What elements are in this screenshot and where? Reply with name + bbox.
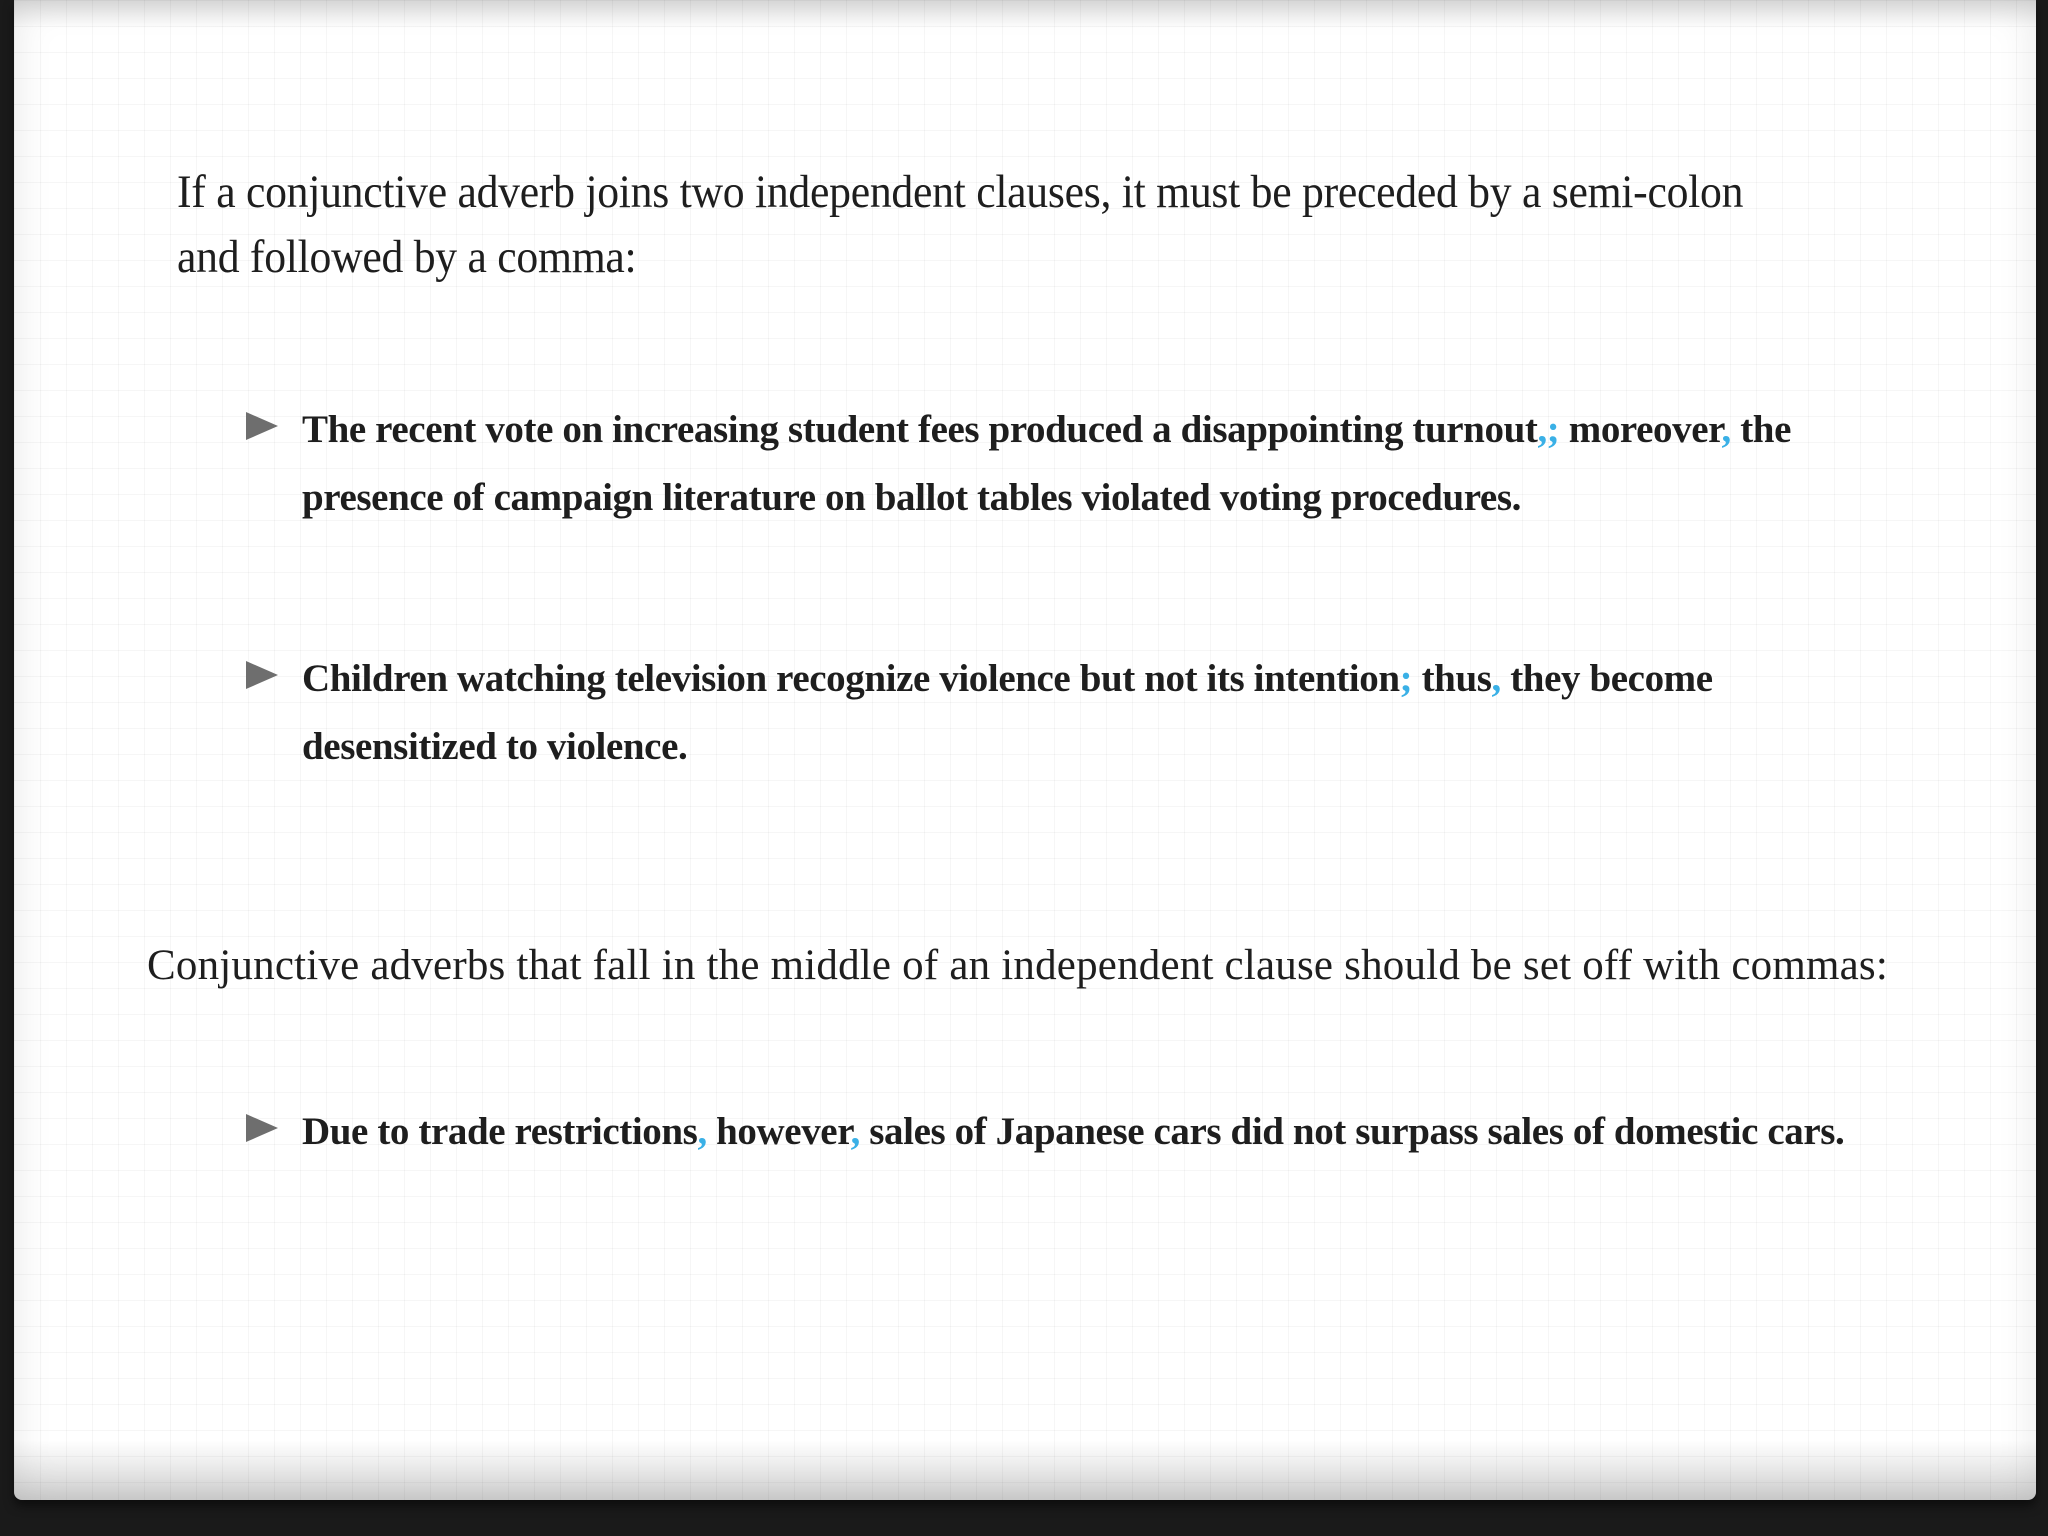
second-paragraph: Conjunctive adverbs that fall in the middle of an independent clause should be set off with commas: <box>147 942 1888 989</box>
bullet-1-correction-mark-1: ,; <box>1537 408 1560 451</box>
bullet-2-correction-mark-1: ; <box>1399 657 1413 700</box>
bullet-1-correction-mark-2: , <box>1721 408 1731 451</box>
bullet-1-text-part-3: the presence of campaign literature on ballot tables violated voting procedures. <box>302 408 1791 519</box>
bullet-text-1 <box>302 396 1802 532</box>
bullet-item-2 <box>246 645 1862 781</box>
bullet-text-2 <box>302 645 1862 781</box>
bullet-2-text-part-2: thus <box>1412 657 1492 700</box>
bullet-2-text-part-1: Children watching television recognize violence but not its intention <box>302 657 1400 700</box>
intro-paragraph: If a conjunctive adverb joins two independent clauses, it must be preceded by a semi-colon and followed by a comma: <box>177 166 1744 283</box>
example-text-part-2: however <box>706 1110 851 1153</box>
example-correction-mark-2: , <box>850 1110 860 1153</box>
triangle-bullet-icon <box>246 661 278 689</box>
bullet-item-1 <box>246 396 1802 532</box>
bullet-1-text-part-1: The recent vote on increasing student fees produced a disappointing turnout <box>302 408 1538 451</box>
triangle-bullet-icon <box>246 412 278 440</box>
example-text-part-3: sales of Japanese cars did not surpass sales of domestic cars. <box>859 1110 1845 1153</box>
bullet-2-correction-mark-2: , <box>1491 657 1501 700</box>
bullet-1-text-part-2: moreover <box>1559 408 1722 451</box>
example-correction-mark-1: , <box>697 1110 707 1153</box>
bullet-item-3 <box>246 1098 1882 1166</box>
bullet-text-3 <box>302 1098 1882 1166</box>
example-text-part-1: Due to trade restrictions <box>302 1110 698 1153</box>
bullet-2-text-part-3: they become desensitized to violence. <box>302 657 1713 768</box>
slide <box>14 0 2036 1500</box>
triangle-bullet-icon <box>246 1114 278 1142</box>
